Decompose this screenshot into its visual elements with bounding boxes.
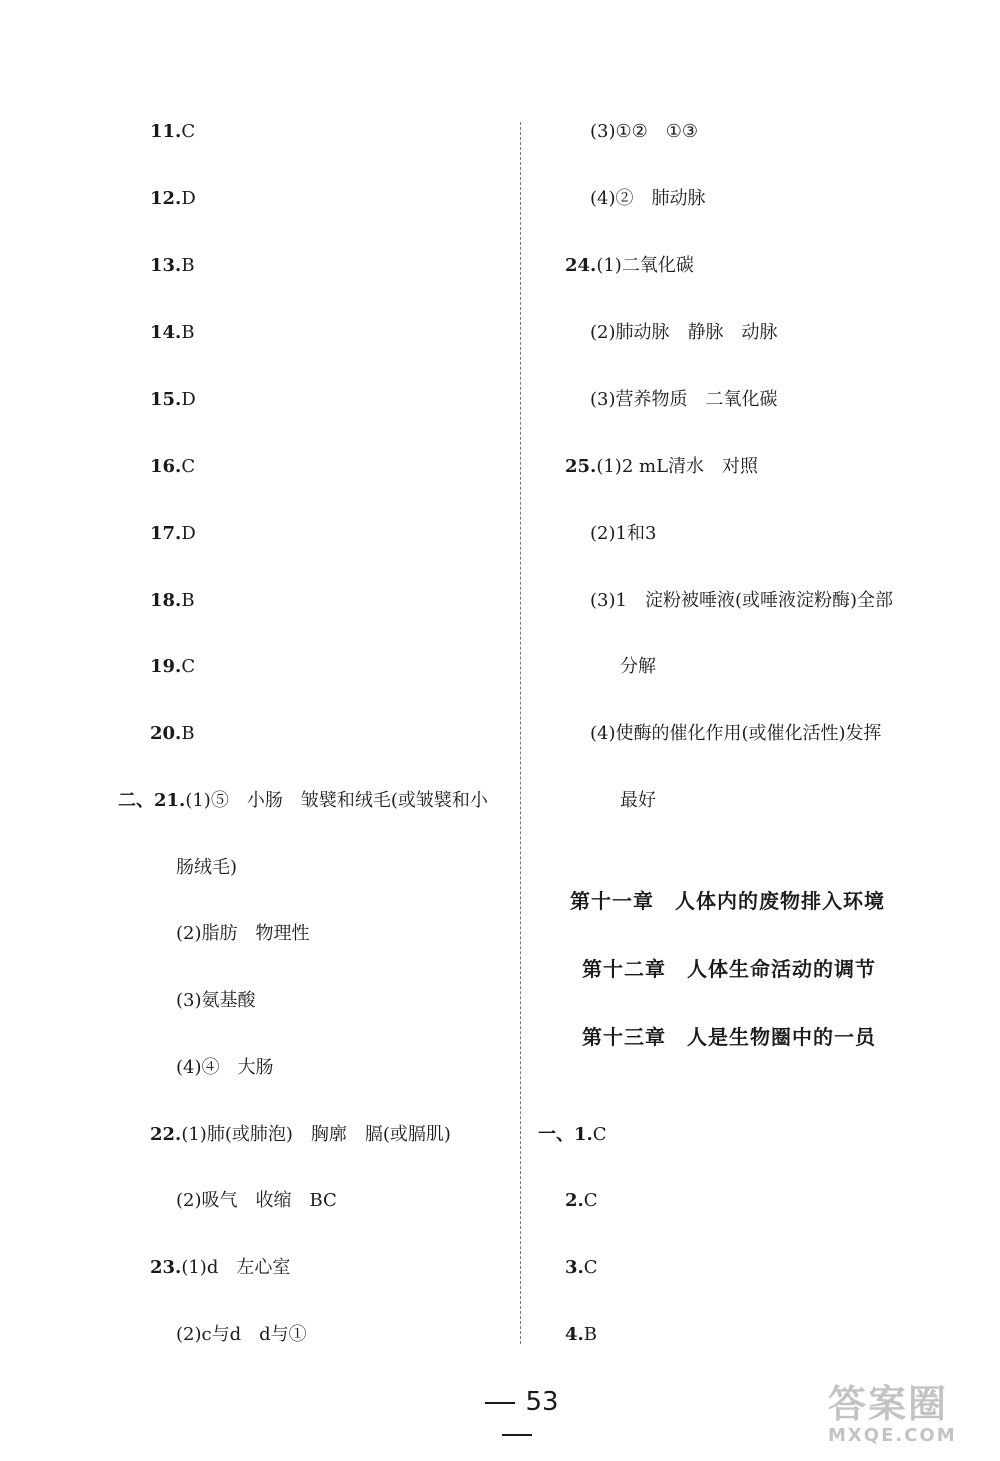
answer-25-4: (4)使酶的催化作用(或催化活性)发挥	[590, 723, 882, 744]
answer-21-2: (2)脂肪 物理性	[176, 923, 310, 944]
answer-22-1: 22.(1)肺(或肺泡) 胸廓 膈(或膈肌)	[150, 1124, 451, 1145]
answer-14: 14.B	[150, 322, 195, 343]
answer-15: 15.D	[150, 389, 196, 410]
answer-21-4: (4)④ 大肠	[176, 1057, 274, 1078]
answer-24-2: (2)肺动脉 静脉 动脉	[590, 322, 778, 343]
watermark-title: 答案圈	[828, 1382, 949, 1426]
chapter-heading-12: 第十二章 人体生命活动的调节	[582, 957, 876, 981]
answer-17: 17.D	[150, 523, 196, 544]
answer-19: 19.C	[150, 656, 196, 677]
answer-ch-2: 2.C	[565, 1190, 598, 1211]
answer-21-1-cont: 肠绒毛)	[176, 857, 238, 878]
answer-23-1: 23.(1)d 左心室	[150, 1257, 291, 1278]
dash-right	[502, 1434, 532, 1436]
answer-12: 12.D	[150, 188, 196, 209]
page-number-text: 53	[525, 1387, 559, 1417]
answer-16: 16.C	[150, 456, 196, 477]
answer-23-2: (2)c与d d与①	[176, 1324, 307, 1345]
answer-23-4: (4)② 肺动脉	[590, 188, 706, 209]
answer-25-3-cont: 分解	[620, 656, 656, 677]
dash-left	[485, 1402, 515, 1404]
answer-20: 20.B	[150, 723, 195, 744]
chapter-heading-13: 第十三章 人是生物圈中的一员	[582, 1025, 876, 1049]
answer-25-3: (3)1 淀粉被唾液(或唾液淀粉酶)全部	[590, 590, 893, 611]
column-divider	[520, 122, 521, 1344]
answer-24-1: 24.(1)二氧化碳	[565, 255, 694, 276]
answer-ch-3: 3.C	[565, 1257, 598, 1278]
answer-18: 18.B	[150, 590, 195, 611]
answer-13: 13.B	[150, 255, 195, 276]
answer-24-3: (3)营养物质 二氧化碳	[590, 389, 778, 410]
page-number	[452, 1386, 582, 1450]
answer-25-1: 25.(1)2 mL清水 对照	[565, 456, 759, 477]
answer-25-2: (2)1和3	[590, 523, 657, 544]
answer-ch-1: 一、1.C	[538, 1124, 607, 1145]
answer-21-1: 二、21.(1)⑤ 小肠 皱襞和绒毛(或皱襞和小	[118, 790, 488, 811]
answer-23-3: (3)①② ①③	[590, 121, 699, 142]
watermark-logo	[828, 1383, 988, 1453]
answer-21-3: (3)氨基酸	[176, 990, 256, 1011]
answer-11: 11.C	[150, 121, 196, 142]
answer-25-4-cont: 最好	[620, 790, 656, 811]
answer-22-2: (2)吸气 收缩 BC	[176, 1190, 337, 1211]
answer-ch-4: 4.B	[565, 1324, 598, 1345]
watermark-url: MXQE.COM	[828, 1425, 957, 1446]
chapter-heading-11: 第十一章 人体内的废物排入环境	[570, 889, 885, 913]
